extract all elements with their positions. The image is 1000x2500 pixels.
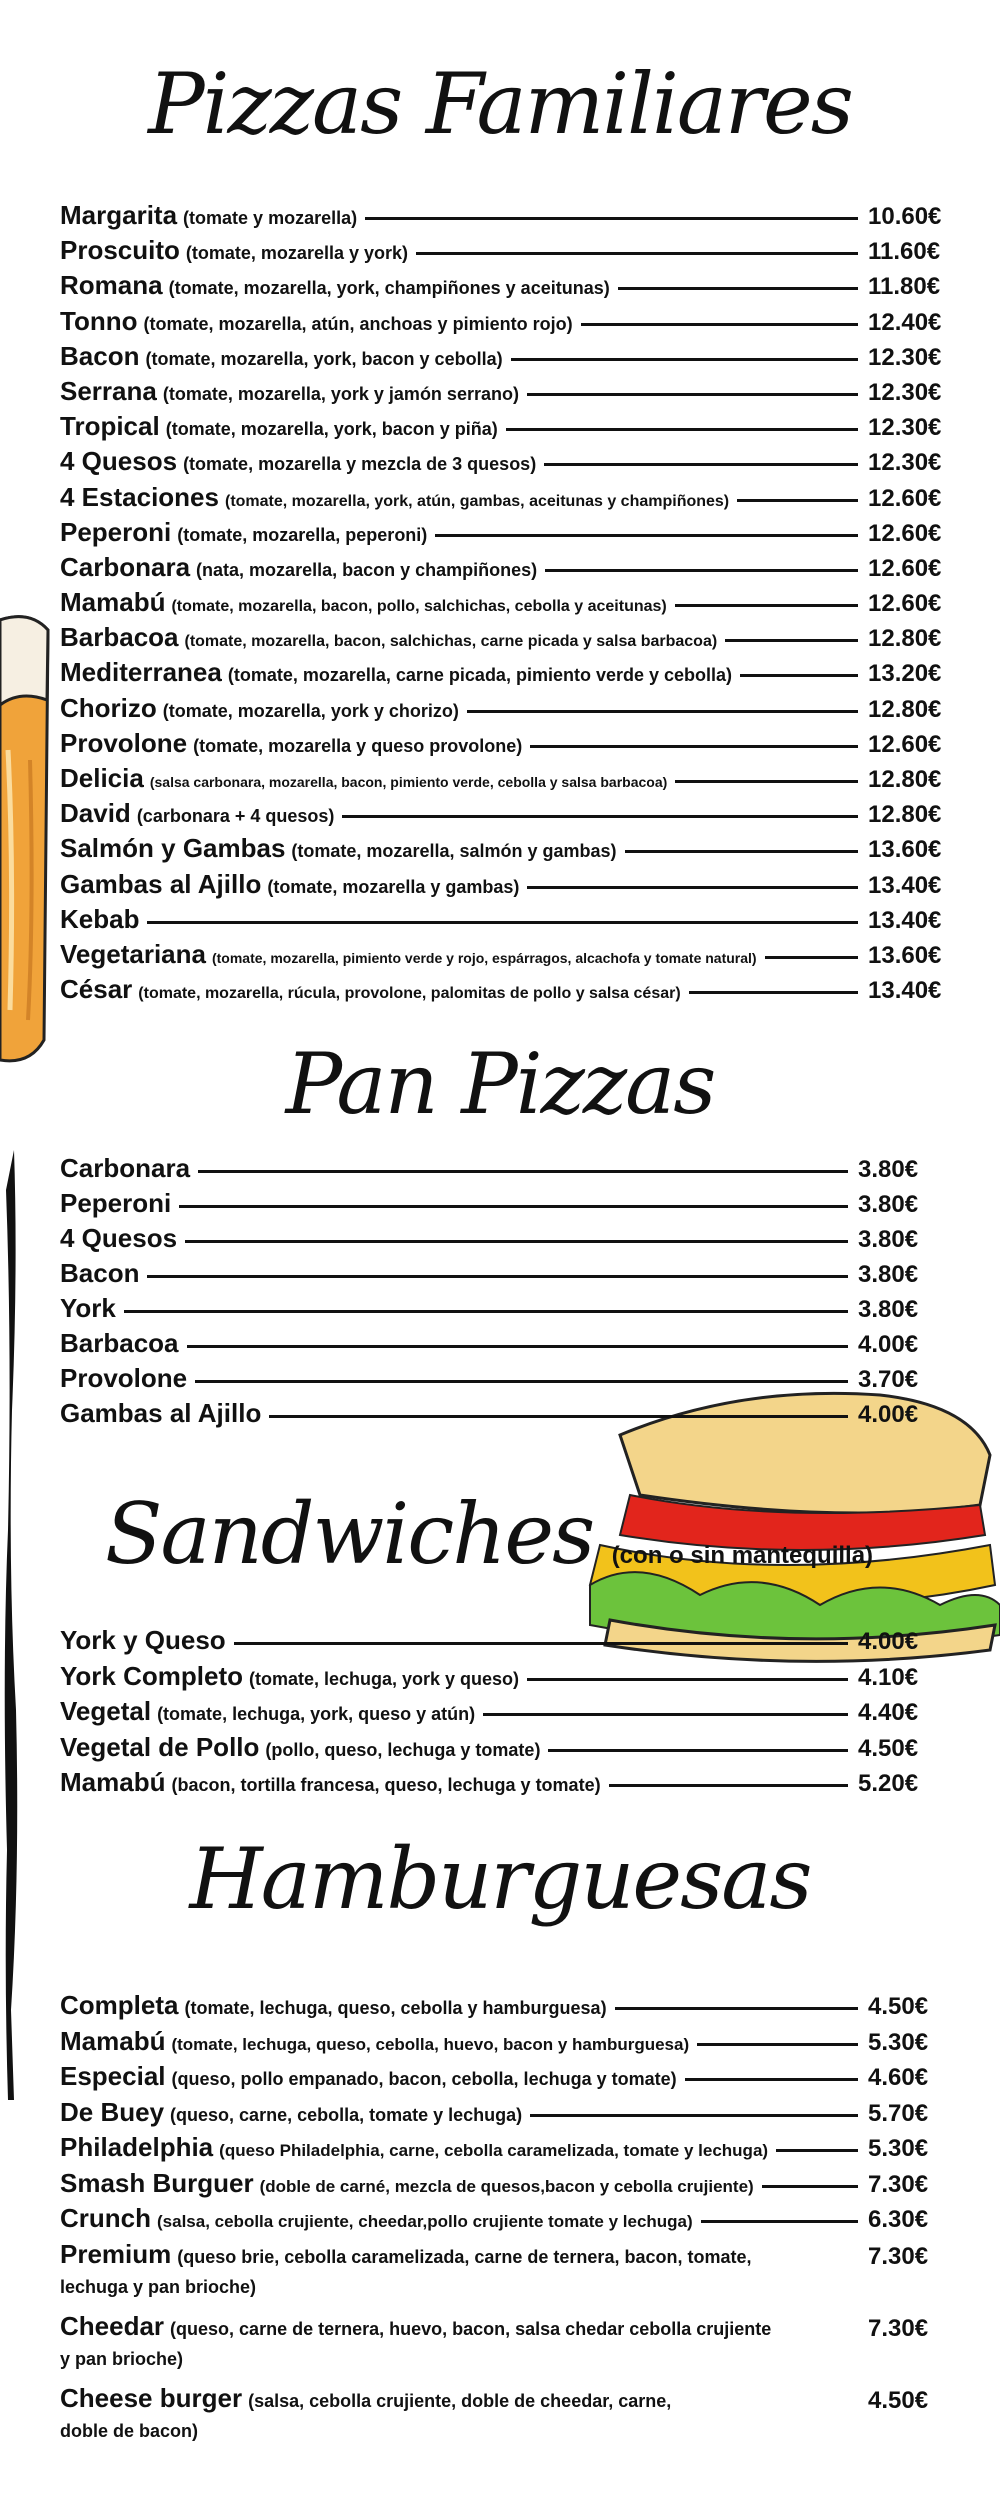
- item-name: York Completo: [60, 1660, 243, 1691]
- item-name: Tropical: [60, 411, 160, 442]
- item-price: 12.80€: [868, 766, 942, 793]
- item-name: York: [60, 1293, 116, 1323]
- leader-line: [701, 2220, 858, 2223]
- item-name: Mamabú: [60, 587, 166, 618]
- leader-line: [689, 991, 858, 994]
- menu-item: [60, 728, 940, 763]
- leader-line: [147, 921, 858, 924]
- menu-item: [60, 235, 940, 270]
- menu-item: [60, 2311, 940, 2383]
- menu-item: [60, 446, 940, 481]
- item-price: 13.60€: [868, 941, 942, 969]
- item-line: [60, 2383, 868, 2414]
- item-description: (tomate, mozarella, peperoni): [177, 524, 428, 545]
- item-name: Barbacoa: [60, 622, 179, 653]
- item-price: 3.80€: [858, 1191, 919, 1218]
- leader-line: [625, 850, 858, 853]
- item-price: 3.80€: [858, 1156, 919, 1183]
- item-name: Bacon: [60, 1258, 140, 1288]
- item-price: 4.50€: [858, 1734, 919, 1762]
- item-description: (queso Philadelphia, carne, cebolla caramelizada, tomate y lechuga): [219, 2141, 769, 2160]
- pizzas-menu: [60, 200, 940, 1009]
- item-price: 7.30€: [868, 2242, 929, 2270]
- item-description: (tomate, mozarella, pimiento verde y rojo, espárragos, alcachofa y tomate natural): [211, 949, 757, 966]
- item-name: Especial: [60, 2061, 166, 2091]
- leader-line: [675, 604, 858, 607]
- item-price: 11.60€: [868, 238, 941, 266]
- leader-line: [467, 710, 858, 713]
- menu-item: [60, 306, 940, 341]
- item-name: Mamabú: [60, 2025, 166, 2056]
- menu-item: [60, 2061, 940, 2097]
- menu-item: [60, 869, 940, 904]
- item-name: Carbonara: [60, 1153, 191, 1183]
- leader-line: [147, 1275, 848, 1278]
- menu-item: [60, 693, 940, 728]
- item-name: 4 Quesos: [60, 1223, 178, 1253]
- leader-line: [365, 217, 858, 220]
- item-body: [60, 2311, 868, 2376]
- item-description: (tomate, mozarella, salmón y gambas): [291, 841, 617, 862]
- item-description: (tomate, mozarella, carne picada, pimiento verde y cebolla): [227, 665, 733, 686]
- leader-line: [776, 2149, 858, 2152]
- item-line: [60, 2311, 868, 2342]
- item-price: 13.40€: [868, 906, 942, 934]
- item-name: Romana: [60, 270, 163, 301]
- item-price: 12.30€: [868, 343, 942, 371]
- menu-item: [60, 1625, 930, 1661]
- item-price: 4.40€: [858, 1699, 919, 1726]
- leader-line: [435, 534, 858, 537]
- menu-item: [60, 2132, 940, 2168]
- menu-item: [60, 833, 940, 868]
- menu-item: [60, 1767, 930, 1803]
- item-name: York y Queso: [60, 1625, 226, 1655]
- item-name: Vegetariana: [60, 938, 206, 969]
- leader-line: [530, 745, 858, 748]
- menu-item: [60, 2097, 940, 2133]
- item-description-continued: doble de bacon): [60, 2420, 199, 2441]
- item-price: 12.60€: [868, 554, 942, 582]
- leader-line: [737, 499, 858, 502]
- item-price: 4.00€: [858, 1331, 919, 1358]
- leader-line: [511, 358, 858, 361]
- item-name: Mediterranea: [60, 657, 222, 688]
- item-body: [60, 2239, 868, 2304]
- item-description: (nata, mozarella, bacon y champiñones): [196, 559, 538, 580]
- item-price: 5.30€: [868, 2028, 929, 2056]
- menu-item: [60, 1363, 930, 1398]
- item-name: Bacon: [60, 340, 140, 371]
- item-price: 13.40€: [868, 871, 942, 899]
- leader-line: [527, 886, 858, 889]
- menu-item: [60, 411, 940, 446]
- beer-glass-illustration: [0, 610, 50, 1070]
- menu-item: [60, 622, 940, 657]
- leader-line: [725, 639, 858, 642]
- item-price: 11.80€: [868, 273, 941, 301]
- menu-item: [60, 2203, 940, 2239]
- leader-line: [544, 463, 858, 466]
- hamburguesas-menu: [60, 1990, 940, 2455]
- item-description: (tomate, mozarella, york, atún, gambas, aceitunas y champiñones): [224, 492, 730, 510]
- leader-line: [675, 780, 858, 783]
- item-description: (tomate, mozarella, york y jamón serrano): [162, 383, 519, 404]
- item-name: Smash Burguer: [60, 2167, 254, 2198]
- menu-item: [60, 341, 940, 376]
- item-description: (tomate, mozarella, bacon, salchichas, carne picada y salsa barbacoa): [184, 633, 718, 651]
- leader-line: [269, 1415, 848, 1418]
- leader-line: [187, 1345, 849, 1348]
- item-price: 6.30€: [868, 2206, 929, 2233]
- item-price: 12.30€: [868, 449, 942, 477]
- leader-line: [685, 2078, 858, 2081]
- leader-line: [185, 1240, 848, 1243]
- item-description: (queso, carne de ternera, huevo, bacon, salsa chedar cebolla crujiente: [170, 2318, 772, 2339]
- item-price: 12.30€: [868, 414, 942, 442]
- item-name: 4 Estaciones: [60, 481, 219, 512]
- item-line: [60, 2239, 868, 2270]
- leader-line: [740, 674, 858, 677]
- item-name: David: [60, 798, 131, 829]
- menu-item: [60, 1153, 930, 1188]
- leader-line: [198, 1170, 848, 1173]
- leader-line: [548, 1749, 848, 1752]
- item-name: Peperoni: [60, 516, 172, 547]
- item-price: 12.80€: [868, 695, 942, 723]
- hamburguesas-title: Hamburguesas: [189, 1830, 811, 1928]
- item-name: Delicia: [60, 763, 144, 793]
- item-description: (salsa, cebolla crujiente, cheedar,pollo crujiente tomate y lechuga): [157, 2212, 693, 2231]
- item-description: (tomate, lechuga, queso, cebolla y hamburguesa): [184, 1998, 607, 2018]
- leader-line: [416, 252, 858, 255]
- menu-item: [60, 939, 940, 974]
- menu-item: [60, 1293, 930, 1328]
- item-price: 4.10€: [858, 1663, 919, 1691]
- menu-item: [60, 376, 940, 411]
- item-name: Cheese burger: [60, 2382, 243, 2413]
- item-price: 3.70€: [858, 1366, 919, 1393]
- leader-line: [765, 956, 858, 959]
- menu-item: [60, 1328, 930, 1363]
- item-price: 4.50€: [868, 1993, 929, 2020]
- pan-pizzas-title: Pan Pizzas: [285, 1035, 715, 1133]
- leader-line: [697, 2043, 858, 2046]
- item-name: Barbacoa: [60, 1328, 179, 1358]
- item-name: Provolone: [60, 727, 188, 758]
- item-name: Tonno: [60, 305, 138, 336]
- menu-item: [60, 1990, 940, 2026]
- item-price: 4.60€: [868, 2064, 929, 2091]
- item-price: 5.70€: [868, 2099, 929, 2127]
- item-name: Vegetal: [60, 1696, 152, 1726]
- item-price: 12.40€: [868, 308, 942, 336]
- leader-line: [581, 323, 858, 326]
- item-price: 5.30€: [868, 2135, 929, 2162]
- menu-item: [60, 270, 940, 305]
- menu-item: [60, 1188, 930, 1223]
- item-name: Cheedar: [60, 2310, 165, 2341]
- item-price: 12.60€: [868, 590, 942, 618]
- item-description: (salsa, cebolla crujiente, doble de cheedar, carne,: [248, 2390, 672, 2411]
- item-description: (tomate, mozarella y york): [185, 243, 408, 264]
- sandwiches-title: Sandwiches: [105, 1485, 594, 1583]
- menu-item: [60, 798, 940, 833]
- item-name: Kebab: [60, 903, 140, 934]
- menu-item: [60, 587, 940, 622]
- menu-item: [60, 1223, 930, 1258]
- item-description: (tomate y mozarella): [183, 208, 358, 228]
- item-description: (tomate, mozarella y mezcla de 3 quesos): [183, 454, 537, 475]
- item-description: (tomate, lechuga, york y queso): [248, 1668, 520, 1689]
- item-description: (queso, carne, cebolla, tomate y lechuga): [170, 2104, 523, 2125]
- item-description: (tomate, mozarella, york y chorizo): [162, 700, 459, 721]
- menu-item: [60, 763, 940, 798]
- item-name: Crunch: [60, 2203, 151, 2233]
- sandwiches-heading: [105, 1485, 985, 1583]
- item-description: (pollo, queso, lechuga y tomate): [265, 1739, 541, 1760]
- leader-line: [483, 1713, 848, 1716]
- item-price: 13.60€: [868, 836, 942, 864]
- item-price: 5.20€: [858, 1770, 919, 1797]
- item-name: Completa: [60, 1990, 179, 2020]
- item-description: (tomate, mozarella, rúcula, provolone, palomitas de pollo y salsa césar): [138, 985, 681, 1003]
- item-description: (salsa carbonara, mozarella, bacon, pimiento verde, cebolla y salsa barbacoa): [149, 774, 668, 790]
- item-name: Vegetal de Pollo: [60, 1731, 260, 1762]
- item-name: César: [60, 974, 133, 1005]
- menu-item: [60, 200, 940, 235]
- item-description: (tomate, mozarella, bacon, pollo, salchichas, cebolla y aceitunas): [171, 598, 667, 616]
- item-description: (queso, pollo empanado, bacon, cebolla, lechuga y tomate): [171, 2069, 677, 2089]
- item-description: (carbonara + 4 quesos): [136, 806, 335, 827]
- item-description: (tomate, mozarella, york, bacon y cebolla): [145, 348, 503, 369]
- menu-item: [60, 904, 940, 939]
- item-price: 4.50€: [868, 2386, 929, 2414]
- item-name: De Buey: [60, 2096, 165, 2127]
- item-body: [60, 2383, 868, 2448]
- item-price: 4.00€: [858, 1628, 919, 1655]
- item-name: Philadelphia: [60, 2132, 214, 2162]
- item-price: 10.60€: [868, 203, 942, 230]
- menu-item: [60, 974, 940, 1009]
- menu-item: [60, 2168, 940, 2204]
- item-description: (tomate, mozarella, york, bacon y piña): [165, 419, 498, 440]
- item-name: Margarita: [60, 200, 178, 230]
- item-price: 3.80€: [858, 1226, 919, 1253]
- pan-pizzas-menu: [60, 1153, 930, 1433]
- menu-item: [60, 657, 940, 692]
- leader-line: [124, 1310, 848, 1313]
- menu-item: [60, 1696, 930, 1732]
- menu-item: [60, 482, 940, 517]
- leader-line: [195, 1380, 848, 1383]
- item-name: Proscuito: [60, 235, 180, 266]
- item-price: 12.30€: [868, 378, 942, 406]
- leader-line: [527, 393, 858, 396]
- pizzas-title: Pizzas Familiares: [148, 55, 852, 153]
- item-name: Carbonara: [60, 551, 191, 582]
- item-description-continued: y pan brioche): [60, 2348, 184, 2369]
- leader-line: [179, 1205, 848, 1208]
- item-description: (tomate, mozarella y queso provolone): [193, 735, 523, 756]
- menu-item: [60, 2383, 940, 2455]
- menu-item: [60, 1661, 930, 1697]
- menu-item: [60, 1398, 930, 1433]
- item-description: (tomate, mozarella, york, champiñones y aceitunas): [168, 278, 610, 299]
- leader-line: [234, 1642, 848, 1645]
- leader-line: [762, 2185, 858, 2188]
- item-price: 12.60€: [868, 519, 942, 547]
- item-name: Serrana: [60, 375, 157, 406]
- leader-line: [615, 2007, 858, 2010]
- leader-line: [342, 815, 858, 818]
- brush-stroke: [2, 1150, 24, 2100]
- item-description: (bacon, tortilla francesa, queso, lechuga y tomate): [171, 1775, 601, 1795]
- item-price: 3.80€: [858, 1261, 919, 1288]
- item-description: (tomate, mozarella, atún, anchoas y pimiento rojo): [143, 313, 573, 334]
- menu-item: [60, 517, 940, 552]
- sandwiches-subtitle: (con o sin mantequilla): [611, 1542, 874, 1569]
- item-description-continued: lechuga y pan brioche): [60, 2276, 257, 2297]
- item-description: (tomate, lechuga, queso, cebolla, huevo, bacon y hamburguesa): [171, 2034, 690, 2054]
- leader-line: [506, 428, 858, 431]
- item-name: Peperoni: [60, 1188, 172, 1218]
- item-price: 13.20€: [868, 660, 942, 688]
- menu-item: [60, 1258, 930, 1293]
- item-name: Gambas al Ajillo: [60, 868, 262, 899]
- item-price: 12.60€: [868, 484, 942, 512]
- item-price: 7.30€: [868, 2170, 929, 2198]
- item-name: Provolone: [60, 1363, 188, 1393]
- item-price: 12.60€: [868, 730, 942, 758]
- leader-line: [545, 569, 858, 572]
- item-price: 4.00€: [858, 1401, 919, 1428]
- menu-item: [60, 2239, 940, 2311]
- item-description: (tomate, lechuga, york, queso y atún): [157, 1704, 476, 1724]
- item-name: Gambas al Ajillo: [60, 1398, 262, 1428]
- item-price: 7.30€: [868, 2314, 929, 2342]
- item-price: 3.80€: [858, 1296, 919, 1323]
- menu-item: [60, 2026, 940, 2062]
- menu-item: [60, 552, 940, 587]
- leader-line: [618, 287, 858, 290]
- item-name: Salmón y Gambas: [60, 833, 286, 864]
- item-price: 13.40€: [868, 977, 942, 1005]
- leader-line: [527, 1678, 848, 1681]
- item-name: 4 Quesos: [60, 446, 178, 477]
- item-description: (tomate, mozarella y gambas): [267, 876, 520, 897]
- item-description: (doble de carné, mezcla de quesos,bacon y cebolla crujiente): [259, 2176, 754, 2196]
- item-price: 12.80€: [868, 625, 942, 653]
- item-price: 12.80€: [868, 801, 942, 829]
- sandwiches-menu: [60, 1625, 930, 1803]
- item-name: Premium: [60, 2238, 172, 2269]
- leader-line: [609, 1784, 848, 1787]
- item-name: Chorizo: [60, 692, 157, 723]
- item-description: (queso brie, cebolla caramelizada, carne de ternera, bacon, tomate,: [177, 2246, 752, 2267]
- item-name: Mamabú: [60, 1767, 166, 1797]
- menu-item: [60, 1732, 930, 1768]
- leader-line: [530, 2114, 858, 2117]
